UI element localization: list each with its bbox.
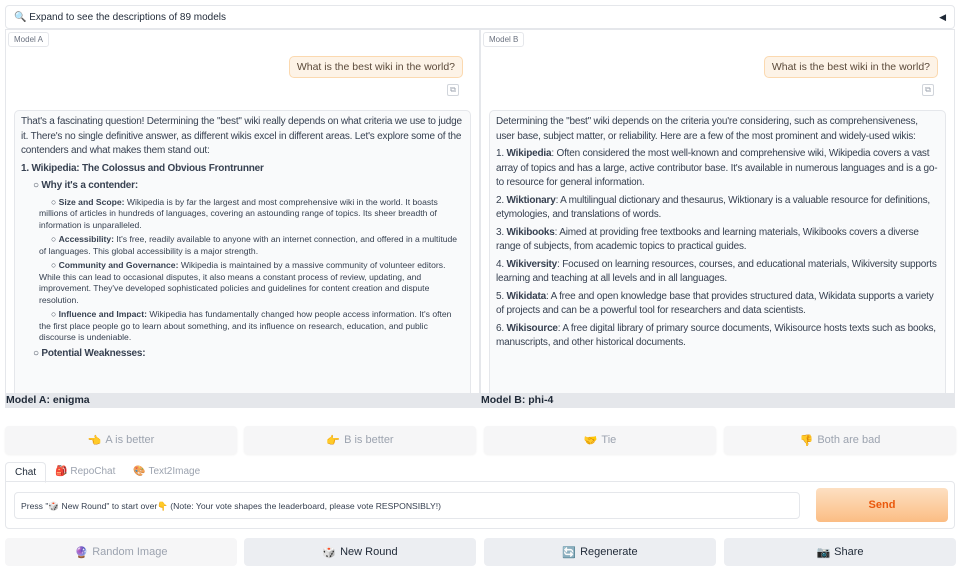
point-left-icon: 👈	[87, 434, 102, 447]
tie-button[interactable]: 🤝 Tie	[484, 426, 716, 454]
model-a-label: Model A	[8, 32, 49, 47]
point-right-icon: 👉	[326, 434, 341, 447]
refresh-icon: 🔄	[562, 546, 577, 559]
crystal-ball-icon: 🔮	[74, 546, 89, 559]
a-is-better-button[interactable]: 👈 A is better	[5, 426, 237, 454]
list-item: 5. Wikidata: A free and open knowledge base that provides structured data, Wikidata supports a variety of projects and can be a powerful tool for researchers and data scientists.	[496, 290, 934, 316]
palette-icon: 🎨	[133, 466, 146, 477]
subheading: ○ Why it's a contender:	[33, 180, 138, 191]
dice-icon: 🎲	[322, 546, 337, 559]
chatbot-model-a[interactable]	[5, 29, 480, 394]
b-is-better-button[interactable]: 👉 B is better	[244, 426, 476, 454]
list-item: 4. Wikiversity: Focused on learning resources, courses, and educational materials, Wikiversity supports learning and teaching at all levels and in all languages.	[496, 258, 937, 284]
message-input[interactable]: Press "🎲 New Round" to start over👇 (Note: Your vote shapes the leaderboard, please vote RESPONSIBLY!)	[14, 492, 800, 519]
bot-message	[14, 110, 471, 394]
both-bad-button[interactable]: 👎 Both are bad	[724, 426, 956, 454]
magnifier-icon: 🔍	[14, 11, 30, 23]
model-a-name: Model A: enigma	[5, 394, 480, 408]
list-item: 3. Wikibooks: Aimed at providing free textbooks and learning materials, Wikibooks covers a diverse range of subjects, from academic topics to practical guides.	[496, 226, 919, 252]
list-item: 6. Wikisource: A free digital library of primary source documents, Wikisource hosts texts such as books, manuscripts, and other historical documents.	[496, 322, 936, 348]
send-button[interactable]: Send	[816, 488, 948, 522]
list-item: ○ Size and Scope: Wikipedia is by far the largest and most comprehensive wiki in the world. It boasts millions of articles in hundreds of languages, covering an astounding range of topics. Its sheer breadth of information is unparalleled.	[39, 196, 438, 230]
models-accordion[interactable]: 🔍 Expand to see the descriptions of 89 models ◀	[5, 5, 955, 29]
share-button[interactable]: 📷 Share	[724, 538, 956, 566]
camera-icon: 📷	[816, 546, 831, 559]
bot-message	[489, 110, 946, 394]
new-round-button[interactable]: 🎲 New Round	[244, 538, 476, 566]
model-b-name: Model B: phi-4	[480, 394, 955, 408]
copy-icon[interactable]: ⧉	[447, 84, 459, 96]
list-item: ○ Community and Governance: Wikipedia is maintained by a massive community of volunteer editors. While this can lead to occasional disputes, it also means a constant process of review, updating, and improvement. They've developed sophisticated policies and guidelines for content creation and dispute resolution.	[39, 260, 446, 305]
section-heading: 1. Wikipedia: The Colossus and Obvious Frontrunner	[21, 162, 264, 174]
intro-text: That's a fascinating question! Determining the "best" wiki really depends on what criteria we use to judge it. There's no single definitive answer, as different wikis excel in different areas. Let's explore some of the contenders and what makes them stand out:	[21, 116, 462, 156]
backpack-icon: 🎒	[55, 466, 68, 477]
tab-chat[interactable]: Chat	[5, 462, 46, 483]
thumbs-down-icon: 👎	[799, 434, 814, 447]
copy-icon[interactable]: ⧉	[922, 84, 934, 96]
handshake-icon: 🤝	[583, 434, 598, 447]
user-message: What is the best wiki in the world?	[289, 56, 463, 78]
list-item: ○ Accessibility: It's free, readily available to anyone with an internet connection, and offered in a multitude of languages. This global accessibility is a major strength.	[39, 234, 458, 256]
random-image-button[interactable]: 🔮 Random Image	[5, 538, 237, 566]
intro-text: Determining the "best" wiki depends on the criteria you're considering, such as comprehensiveness, user base, subject matter, or reliability. Here are a few of the most prominent and widely-used wikis:	[496, 116, 918, 142]
list-item: 2. Wiktionary: A multilingual dictionary and thesaurus, Wiktionary is a valuable resource for definitions, etymologies, and translations of words.	[496, 194, 930, 220]
regenerate-button[interactable]: 🔄 Regenerate	[484, 538, 716, 566]
list-item: 1. Wikipedia: Often considered the most well-known and comprehensive wiki, Wikipedia covers a vast array of topics and has a large, active contributor base. It's available in numerous languages and is a go-to resource for general information.	[496, 148, 938, 188]
model-b-label: Model B	[483, 32, 524, 47]
collapse-triangle-icon[interactable]: ◀	[939, 11, 946, 22]
list-item: ○ Influence and Impact: Wikipedia has fundamentally changed how people access information. It's often the first place people go to learn about something, and its influence on research, education, and public discourse is undeniable.	[39, 309, 452, 342]
tab-repochat[interactable]: 🎒 RepoChat	[55, 466, 116, 477]
user-message: What is the best wiki in the world?	[764, 56, 938, 78]
chatbot-model-b[interactable]	[480, 29, 955, 394]
subheading: ○ Potential Weaknesses:	[33, 347, 146, 359]
tab-text2image[interactable]: 🎨 Text2Image	[133, 466, 201, 477]
